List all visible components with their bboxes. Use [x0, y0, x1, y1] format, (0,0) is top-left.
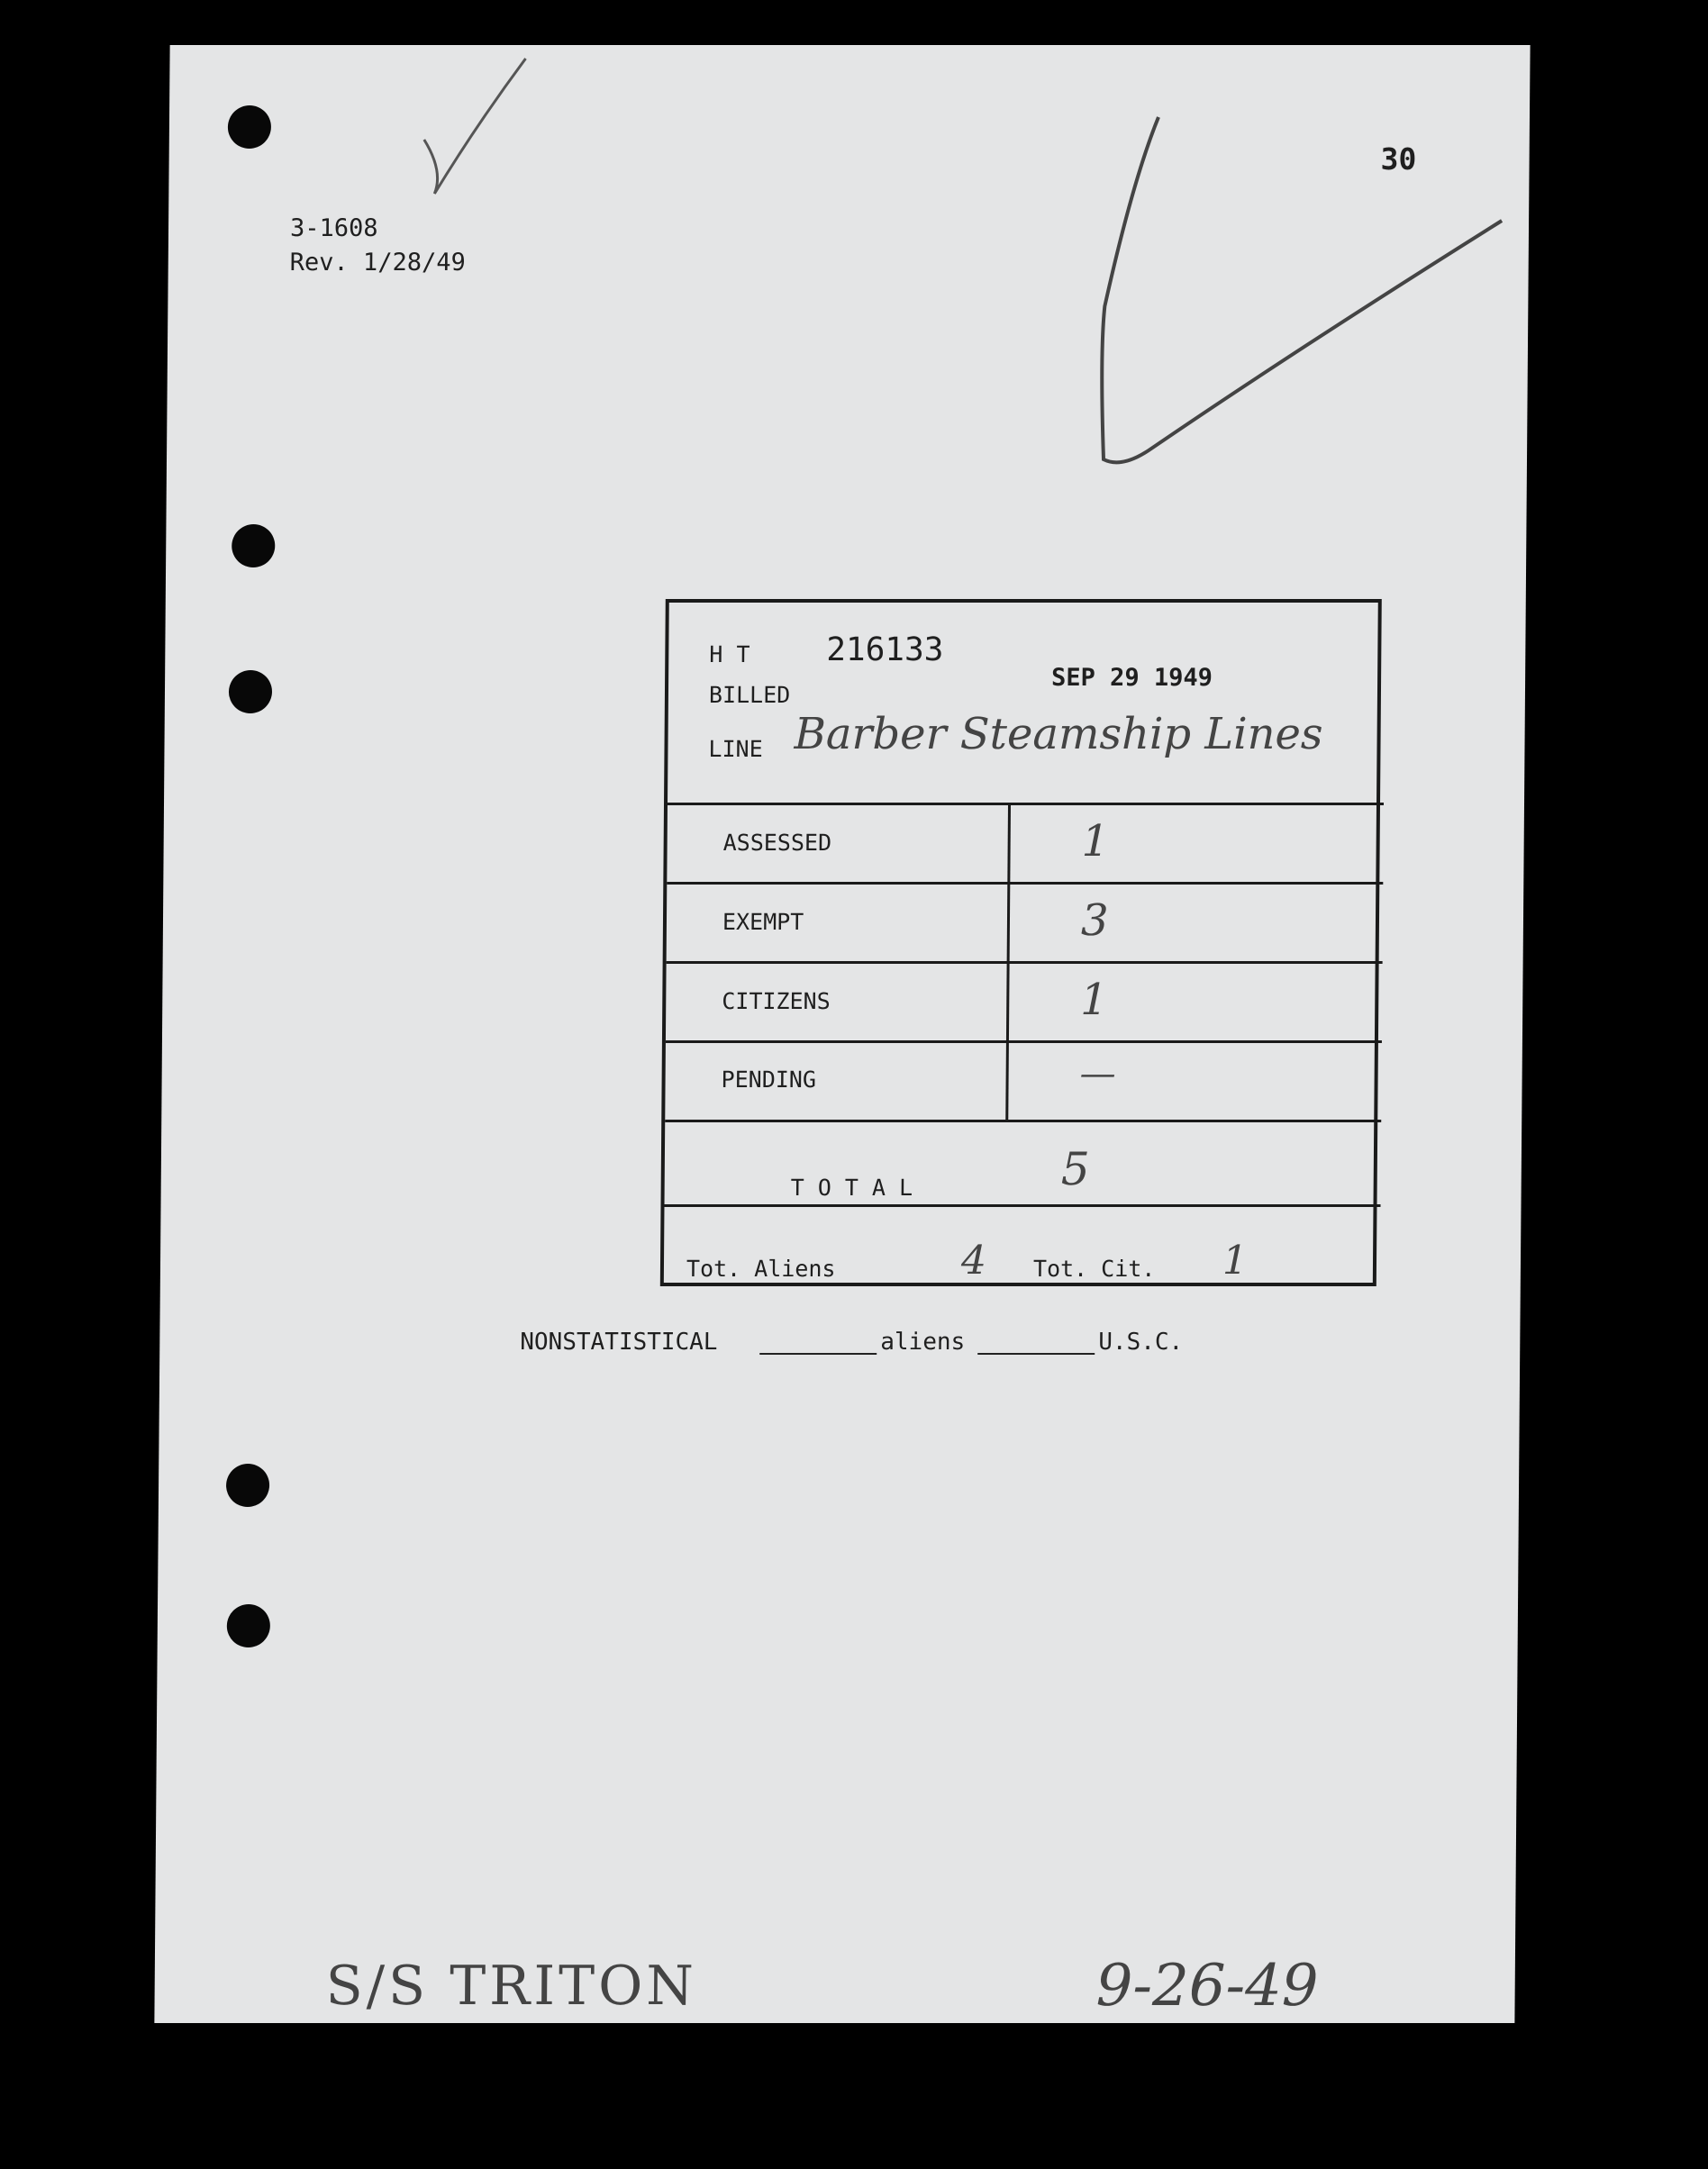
assessed-value: 1 [1081, 816, 1110, 867]
tot-aliens-value: 4 [960, 1238, 987, 1284]
row-divider [667, 961, 1383, 964]
aliens-blank [977, 1353, 1095, 1355]
ship-name-handwritten: S/S TRITON [325, 1955, 698, 2018]
date-stamp: SEP 29 1949 [1050, 664, 1213, 692]
tot-cit-label: Tot. Cit. [1032, 1256, 1156, 1282]
tot-aliens-label: Tot. Aliens [686, 1256, 836, 1282]
date-handwritten: 9-26-49 [1095, 1953, 1319, 2019]
row-divider [667, 882, 1383, 885]
billed-label: BILLED [708, 682, 791, 708]
citizens-value: 1 [1080, 975, 1109, 1025]
total-value: 5 [1060, 1143, 1090, 1195]
row-divider [665, 1120, 1381, 1122]
aliens-label: aliens [880, 1329, 966, 1356]
page-number: 30 [1380, 141, 1417, 177]
pending-label: PENDING [721, 1066, 817, 1093]
nonstatistical-label: NONSTATISTICAL [520, 1329, 718, 1356]
pending-value: — [1079, 1053, 1116, 1094]
small-check-mark [423, 59, 525, 194]
usc-label: U.S.C. [1098, 1329, 1184, 1356]
nonstatistical-blank [759, 1353, 877, 1355]
total-label: T O T A L [790, 1175, 913, 1201]
head-tax-form [660, 599, 1382, 1286]
large-check-mark [1101, 117, 1503, 462]
form-number: 3-1608 [289, 214, 378, 242]
row-divider [668, 803, 1384, 805]
line-value-handwritten: Barber Steamship Lines [794, 709, 1323, 759]
citizens-label: CITIZENS [722, 988, 831, 1014]
form-revision: Rev. 1/28/49 [289, 249, 466, 277]
assessed-label: ASSESSED [722, 830, 832, 856]
row-divider [666, 1040, 1382, 1043]
ht-label: H T [709, 641, 750, 667]
ht-number: 216133 [826, 631, 944, 668]
tot-cit-value: 1 [1222, 1238, 1249, 1284]
exempt-label: EXEMPT [722, 909, 804, 935]
row-divider [664, 1204, 1380, 1207]
document-sheet [154, 45, 1530, 2023]
exempt-value: 3 [1080, 895, 1109, 946]
line-label: LINE [708, 736, 763, 762]
